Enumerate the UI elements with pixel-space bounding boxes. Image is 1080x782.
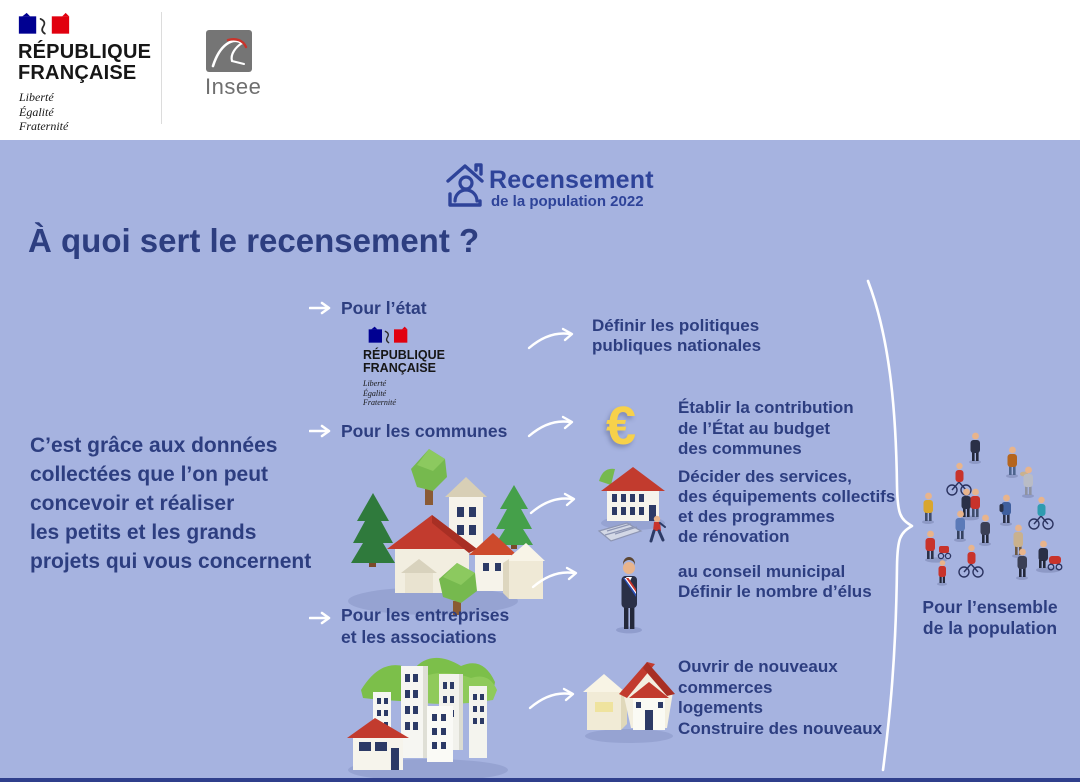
policies-line2: publiques nationales xyxy=(592,336,762,355)
republic-wordmark xyxy=(18,42,151,84)
commerce-line4: Construire des nouveaux xyxy=(678,718,883,738)
population-label xyxy=(915,597,1065,639)
state-line1: RÉPUBLIQUE xyxy=(363,348,445,362)
outcome-council xyxy=(678,562,872,602)
state-motto2: Égalité xyxy=(363,388,387,398)
census-logo-subtitle xyxy=(491,193,644,210)
outcome-policies xyxy=(592,316,761,356)
houses-illustration xyxy=(581,652,677,744)
cream-house xyxy=(583,674,627,730)
pine-tree xyxy=(495,485,533,549)
euro-icon: € xyxy=(606,396,637,456)
outcome-commerce xyxy=(678,657,882,739)
red-roof-house xyxy=(619,662,675,730)
arrow-right-icon xyxy=(309,424,335,438)
services-line4: de rénovation xyxy=(678,527,790,546)
audience-state-label: Pour l’état xyxy=(341,298,427,318)
crowd-figures xyxy=(922,433,1062,586)
services-line2: des équipements collectifs xyxy=(678,487,896,506)
front-house xyxy=(347,718,409,770)
enterprises-line2: et les associations xyxy=(341,627,497,647)
budget-line1: Établir la contribution xyxy=(678,398,854,417)
commerce-line1: Ouvrir de nouveaux xyxy=(678,657,838,676)
intro-line2: collectées que l’on peut xyxy=(30,463,269,486)
insee-wordmark: Insee xyxy=(205,74,262,99)
outcome-budget xyxy=(678,398,854,460)
state-line2: FRANÇAISE xyxy=(363,361,436,375)
arrow-right-icon xyxy=(309,611,335,625)
census-year: 2022 xyxy=(610,193,644,210)
buildings-illustration xyxy=(343,648,515,782)
state-motto xyxy=(363,379,463,408)
audience-communes-label: Pour les communes xyxy=(341,421,508,441)
intro-line1: C’est grâce aux données xyxy=(30,434,278,457)
intro-line3: concevoir et réaliser xyxy=(30,492,235,515)
republic-motto xyxy=(19,90,68,134)
marianne-flag-icon xyxy=(18,12,70,38)
state-motto1: Liberté xyxy=(363,379,387,388)
crowd-illustration xyxy=(900,428,1068,596)
pine-tree xyxy=(351,493,395,567)
budget-line2: de l’État au budget xyxy=(678,418,831,438)
insee-logo-icon xyxy=(206,30,252,72)
republic-line2: FRANÇAISE xyxy=(18,62,137,84)
republic-line1: RÉPUBLIQUE xyxy=(18,41,152,63)
state-wordmark xyxy=(363,349,463,375)
curved-arrow-icon xyxy=(527,327,579,351)
state-logo-illustration xyxy=(363,326,463,408)
header-divider xyxy=(161,12,162,124)
footer-bar xyxy=(0,778,1080,782)
motto-line2: Égalité xyxy=(19,104,54,119)
curved-arrow-icon xyxy=(527,415,579,439)
council-line1: au conseil municipal xyxy=(678,562,846,581)
curved-arrow-icon xyxy=(529,492,581,516)
population-line2: de la population xyxy=(922,618,1058,638)
intro-line4: les petits et les grands xyxy=(30,521,257,544)
round-tree xyxy=(411,449,447,505)
policies-line1: Définir les politiques xyxy=(592,316,760,335)
motto-line1: Liberté xyxy=(19,90,54,104)
arrow-right-icon xyxy=(309,301,335,315)
state-motto3: Fraternité xyxy=(363,398,396,407)
intro-line5: projets qui vous concernent xyxy=(30,550,312,573)
population-line1: Pour l’ensemble xyxy=(922,597,1058,617)
curved-arrow-icon xyxy=(528,687,580,711)
mayor-illustration xyxy=(612,549,646,635)
village-illustration xyxy=(333,441,545,623)
budget-line3: des communes xyxy=(678,439,802,458)
census-subtitle-text: de la population xyxy=(491,193,606,210)
page-title: À quoi sert le recensement ? xyxy=(28,222,480,259)
audience-enterprises-label xyxy=(341,604,509,648)
school-illustration xyxy=(597,461,673,551)
commerce-line2: commerces xyxy=(678,677,773,697)
motto-line3: Fraternité xyxy=(19,119,69,133)
page-header xyxy=(0,0,1080,140)
state-flag-icon xyxy=(368,326,463,346)
curved-arrow-icon xyxy=(531,566,583,590)
commerce-line3: logements xyxy=(678,698,764,717)
census-logo-title: Recensement xyxy=(489,166,654,194)
services-line1: Décider des services, xyxy=(678,467,852,486)
census-house-icon xyxy=(444,161,486,211)
council-line2: Définir le nombre d’élus xyxy=(678,582,872,601)
enterprises-line1: Pour les entreprises xyxy=(341,605,510,625)
services-line3: et des programmes xyxy=(678,507,835,526)
intro-paragraph xyxy=(30,431,311,576)
